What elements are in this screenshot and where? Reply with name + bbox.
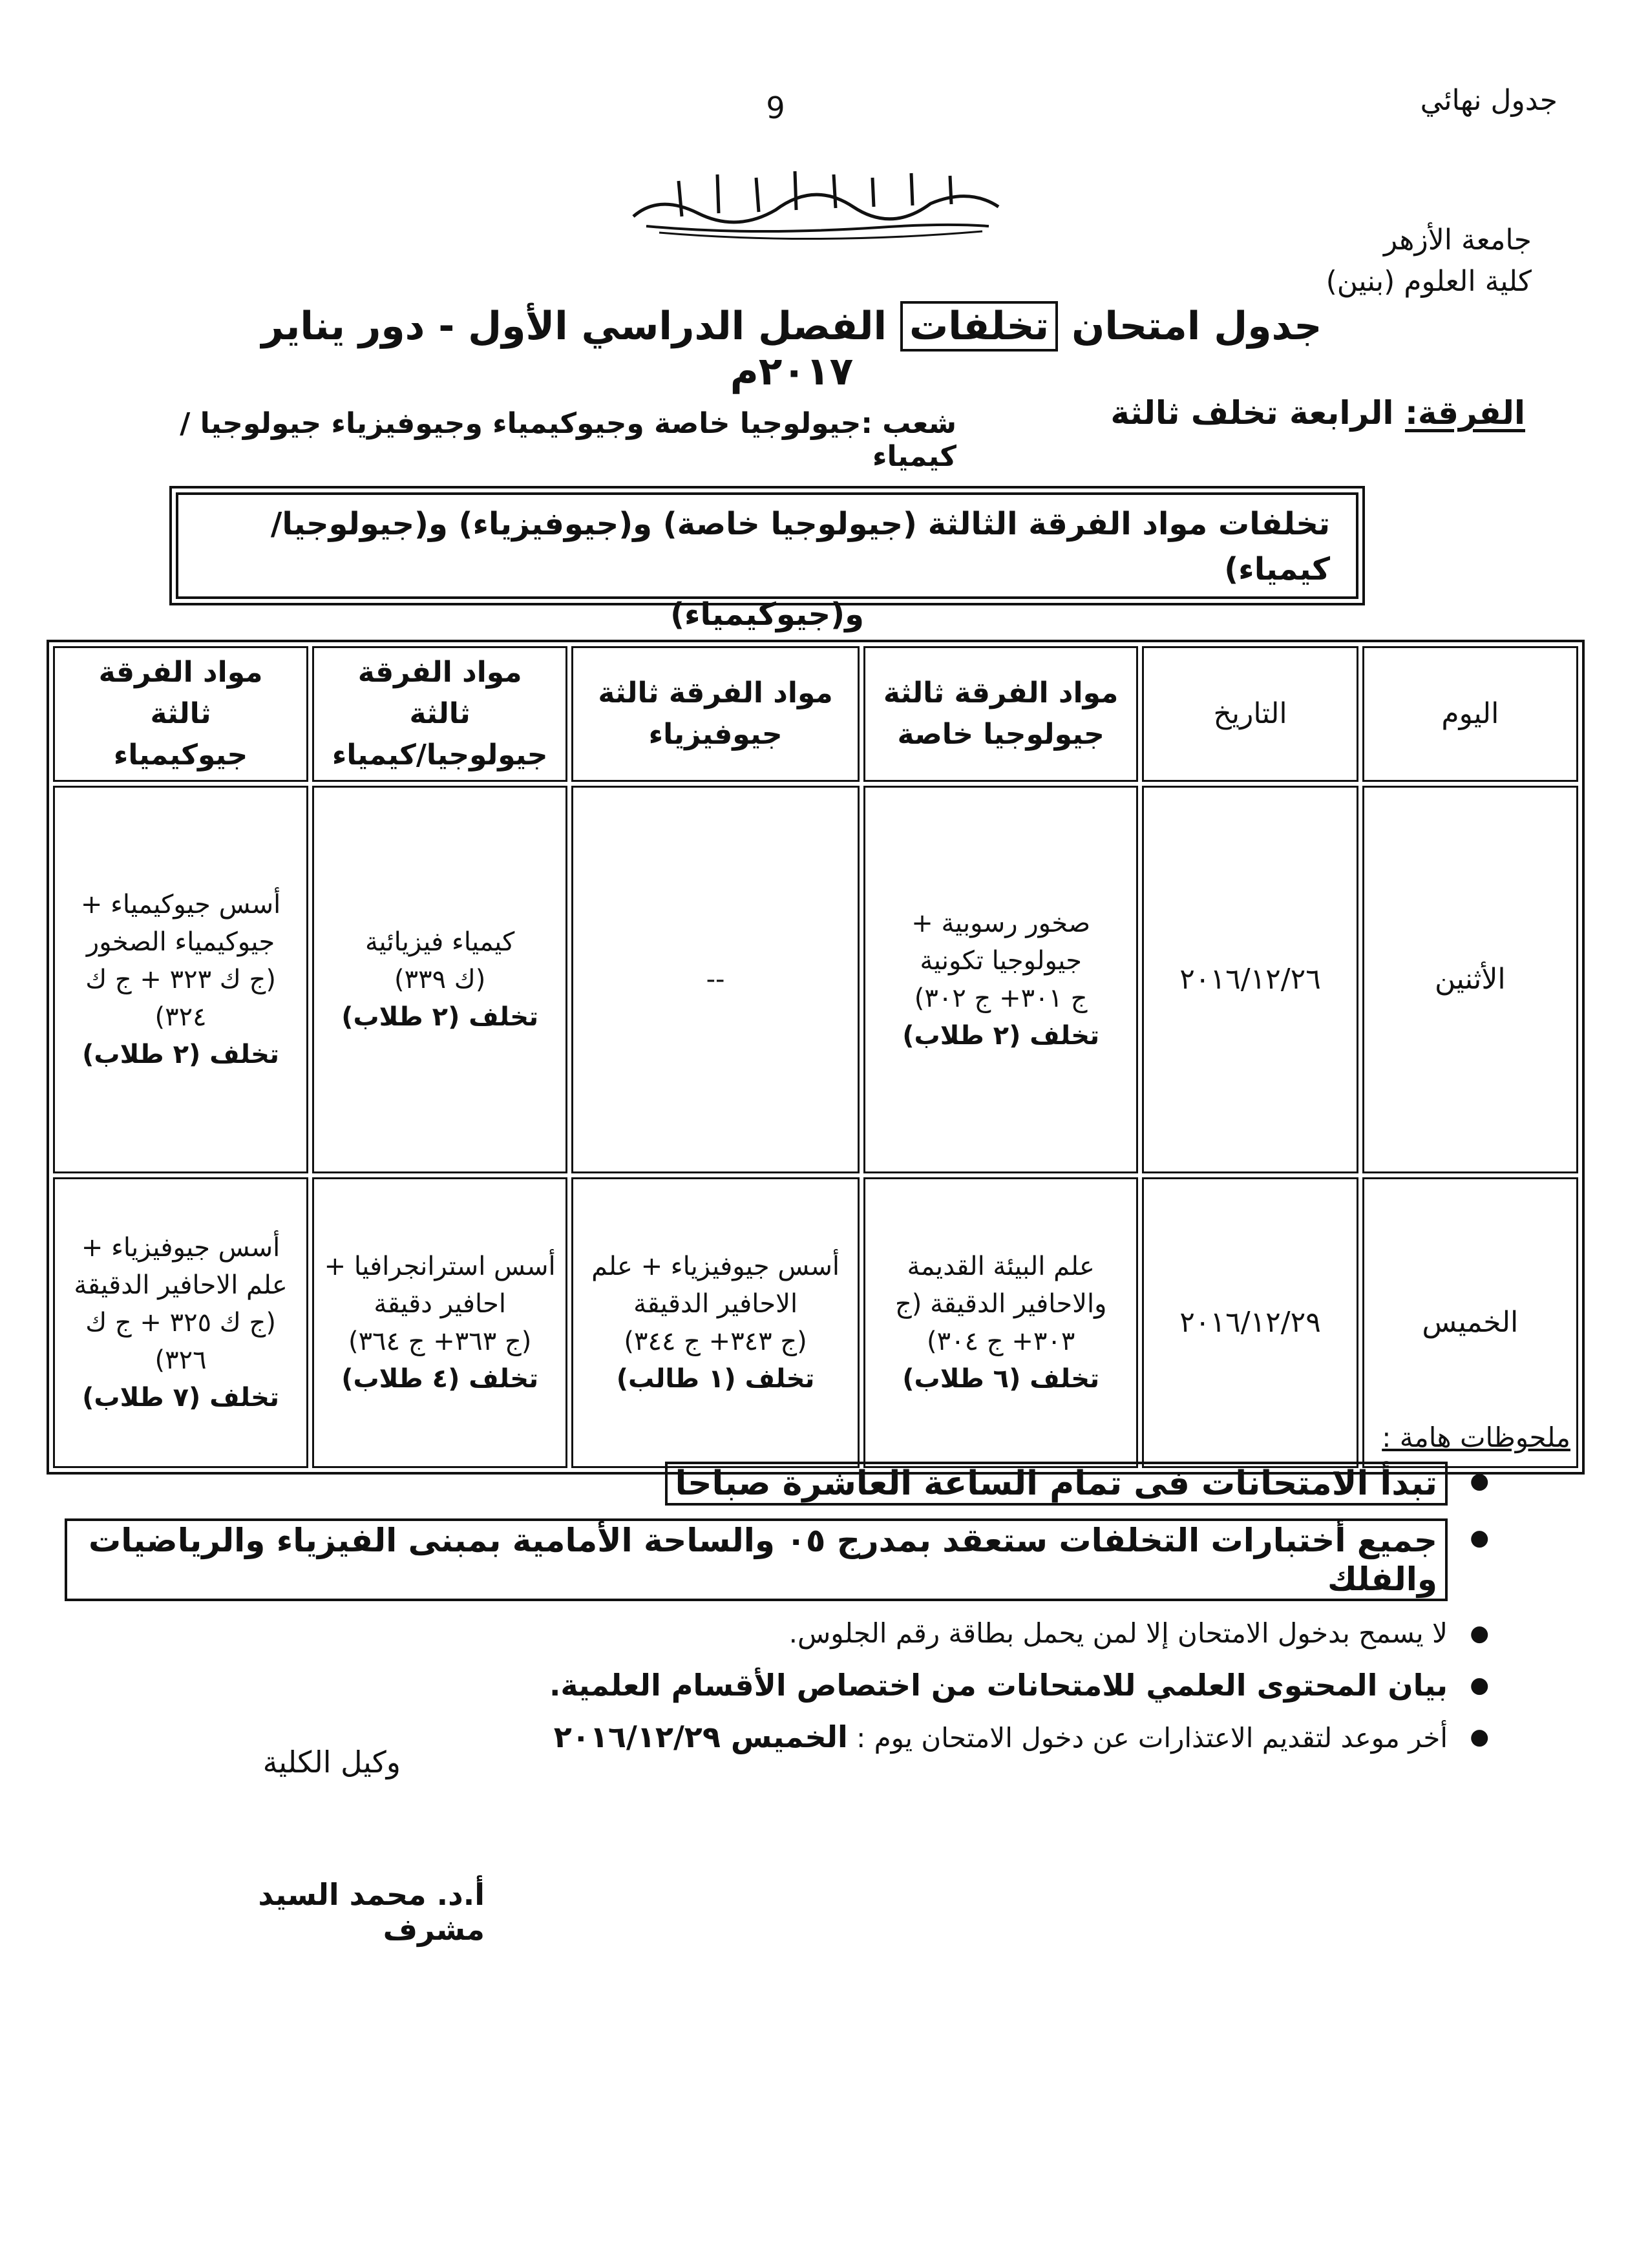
course-codes: ٣٢٦) [154, 1345, 207, 1375]
subject-line: كيمياء فيزيائية [365, 927, 515, 957]
page-title [259, 304, 1325, 394]
header-date: التاريخ [1142, 646, 1358, 782]
subject-cell-special-geology [863, 1177, 1138, 1468]
student-count: تخلف (٢ طلاب) [902, 1021, 1100, 1051]
branches-label: شعب : [861, 407, 956, 440]
branches-value: جيولوجيا خاصة وجيوكيمياء وجيوفيزياء جيولوجيا / كيمياء [180, 407, 956, 473]
title-prefix: جدول امتحان [1072, 304, 1322, 349]
course-codes: (ج ٣٤٣+ ج ٣٤٤) [624, 1327, 807, 1356]
day-cell: الخميس [1362, 1177, 1578, 1468]
year-line [1099, 394, 1525, 432]
subject-line: جيولوجيا تكونية [920, 946, 1082, 976]
subject-cell-geochemistry [53, 786, 308, 1173]
header-line: مواد الفرقة ثالثة [357, 656, 522, 730]
table-row [53, 786, 1578, 1173]
list-item [65, 1518, 1493, 1601]
note-seat-card: لا يسمح بدخول الامتحان إلا لمن يحمل بطاقة رقم الجلوس. [788, 1617, 1448, 1649]
note-excuse-deadline: أخر موعد لتقديم الاعتذارات عن دخول الامتحان يوم : [856, 1722, 1448, 1754]
header-geophysics [571, 646, 860, 782]
header-line: جيولوجيا/كيمياء [332, 739, 548, 772]
course-codes: (ج ك ٣٢٣ + ج ك [85, 965, 276, 994]
basmala-calligraphy [620, 155, 1008, 246]
subject-line: صخور رسوبية + [911, 908, 1091, 938]
branches-line [90, 407, 956, 473]
note-scientific-content: بيان المحتوى العلمي للامتحانات من اختصاص الأقسام العلمية. [549, 1668, 1448, 1703]
header-geology-chemistry [312, 646, 567, 782]
course-codes: ٣٠٣+ ج ٣٠٤) [927, 1327, 1075, 1356]
title-suffix: الفصل الدراسي الأول - دور يناير ٢٠١٧م [261, 304, 887, 394]
student-count: تخلف (٤ طلاب) [341, 1364, 539, 1394]
student-count: تخلف (٦ طلاب) [902, 1364, 1100, 1394]
subject-cell-special-geology [863, 786, 1138, 1173]
note-deadline-date: الخميس ٢٠١٦/١٢/٢٩ [553, 1719, 848, 1754]
note-start-time: تبدأ الامتحانات فى تمام الساعة العاشرة صباحا [665, 1462, 1448, 1506]
list-item [65, 1614, 1493, 1653]
subject-cell-geophysics [571, 1177, 860, 1468]
header-line: مواد الفرقة ثالثة [883, 677, 1119, 709]
signature-title: وكيل الكلية [262, 1745, 401, 1780]
note-exam-location: جميع أختبارات التخلفات ستعقد بمدرج ٠٥ والساحة الأمامية بمبنى الفيزياء والرياضيات والفلك [65, 1518, 1448, 1601]
subject-cell-geology-chemistry [312, 1177, 567, 1468]
subjects-line-2: و(جيوكيمياء) [670, 596, 864, 633]
day-cell: الأثنين [1362, 786, 1578, 1173]
header-line: مواد الفرقة ثالثة [98, 656, 263, 730]
title-boxed-word: تخلفات [900, 301, 1058, 352]
header-line: جيوفيزياء [648, 718, 783, 751]
student-count: تخلف (١ طالب) [616, 1364, 815, 1394]
subject-cell-geochemistry [53, 1177, 308, 1468]
subject-line: علم البيئة القديمة [907, 1252, 1095, 1281]
course-codes: (ج ك ٣٢٥ + ج ك [85, 1308, 276, 1338]
course-codes: ٣٢٤) [154, 1002, 207, 1032]
signature-name: أ.د. محمد السيد مشرف [258, 1877, 485, 1947]
header-special-geology [863, 646, 1138, 782]
subjects-line-1: تخلفات مواد الفرقة الثالثة (جيولوجيا خاصة) و(جيوفيزياء) و(جيولوجيا/كيمياء) [270, 506, 1330, 587]
student-count: تخلف (٢ طلاب) [341, 1002, 539, 1032]
student-count: تخلف (٢ طلاب) [82, 1040, 280, 1069]
header-line: مواد الفرقة ثالثة [598, 677, 833, 709]
list-item [65, 1666, 1493, 1705]
header-line: جيوكيمياء [113, 739, 248, 772]
course-codes: (ك ٣٣٩) [394, 965, 486, 994]
header-day: اليوم [1362, 646, 1578, 782]
document-status: جدول نهائي [1420, 84, 1558, 117]
subject-line: احافير دقيقة [374, 1289, 506, 1319]
subject-line: أسس استرانجرافيا + [324, 1252, 556, 1281]
subject-line: أسس جيوكيمياء + [80, 890, 281, 919]
course-codes: (ج ٣٦٣+ ج ٣٦٤) [348, 1327, 532, 1356]
student-count: تخلف (٧ طلاب) [82, 1383, 280, 1412]
date-cell: ٢٠١٦/١٢/٢٦ [1142, 786, 1358, 1173]
subject-line: الاحافير الدقيقة [633, 1289, 798, 1319]
subject-cell-geophysics [571, 786, 860, 1173]
page-number: 9 [766, 90, 785, 125]
notes-list [65, 1462, 1493, 1770]
subject-line: والاحافير الدقيقة (ج [894, 1289, 1107, 1319]
subject-line: جيوكيمياء الصخور [86, 927, 275, 957]
course-codes: ج ٣٠١+ ج ٣٠٢) [914, 983, 1088, 1013]
notes-title: ملحوظات هامة : [1382, 1422, 1570, 1453]
list-item [65, 1462, 1493, 1506]
table-header-row [53, 646, 1578, 782]
subject-line: علم الاحافير الدقيقة [74, 1270, 288, 1300]
subject-line: أسس جيوفيزياء + [81, 1233, 280, 1263]
date-cell: ٢٠١٦/١٢/٢٩ [1142, 1177, 1358, 1468]
subject-cell-geology-chemistry [312, 786, 567, 1173]
university-name: جامعة الأزهر [1383, 224, 1532, 257]
empty-marker: -- [706, 965, 725, 994]
exam-schedule-table [47, 640, 1585, 1475]
year-label: الفرقة: [1404, 394, 1525, 432]
faculty-name: كلية العلوم (بنين) [1326, 265, 1532, 298]
subjects-box [176, 492, 1358, 633]
header-geochemistry [53, 646, 308, 782]
subject-line: أسس جيوفيزياء + علم [591, 1252, 840, 1281]
year-value: الرابعة تخلف ثالثة [1110, 394, 1394, 432]
header-line: جيولوجيا خاصة [897, 718, 1104, 751]
institution-header [1196, 220, 1532, 302]
